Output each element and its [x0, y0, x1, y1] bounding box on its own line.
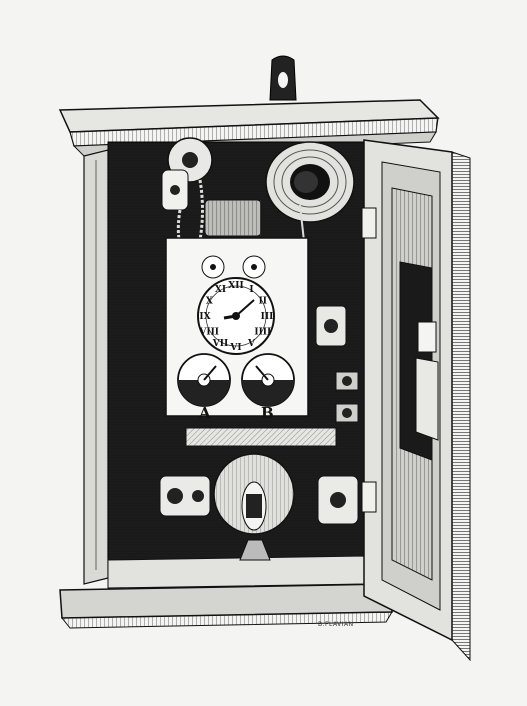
- clock-numeral: IIII: [254, 327, 272, 338]
- clock-face: [198, 278, 274, 354]
- hanging-bracket: [270, 56, 296, 100]
- lower-right-terminal: [318, 476, 358, 524]
- cabinet-left-side: [84, 150, 108, 584]
- clock-hour-hand: [224, 316, 236, 318]
- door-hinge-top: [362, 208, 376, 238]
- clock-numeral: VI: [230, 343, 242, 353]
- clock-numeral: I: [249, 285, 254, 296]
- sub-dial-a: [178, 354, 230, 406]
- clock-numeral: III: [260, 312, 274, 322]
- dial-label-b: B: [261, 404, 274, 422]
- clock-numeral: X: [205, 296, 213, 307]
- door-hinge-bottom: [362, 482, 376, 512]
- clock-numeral: II: [258, 296, 268, 307]
- dial-plate: [166, 238, 308, 422]
- contact-bar: [186, 428, 336, 446]
- lower-left-terminal: [160, 476, 210, 516]
- clock-numeral: XII: [228, 281, 244, 291]
- cabinet-base: [60, 556, 392, 628]
- sub-dial-b: [242, 354, 294, 406]
- clock-numeral: V: [248, 338, 255, 349]
- clock-numeral: VIII: [199, 327, 220, 338]
- cabinet-door: [362, 140, 470, 660]
- clock-numeral: IX: [199, 312, 211, 322]
- door-latch: [418, 322, 436, 352]
- engraver-signature: B.FLAVIAN: [318, 621, 354, 628]
- dial-label-a: A: [199, 404, 211, 422]
- clock-numeral: XI: [214, 285, 227, 296]
- clock-numeral: VII: [212, 338, 229, 349]
- spring-drum: [205, 200, 261, 236]
